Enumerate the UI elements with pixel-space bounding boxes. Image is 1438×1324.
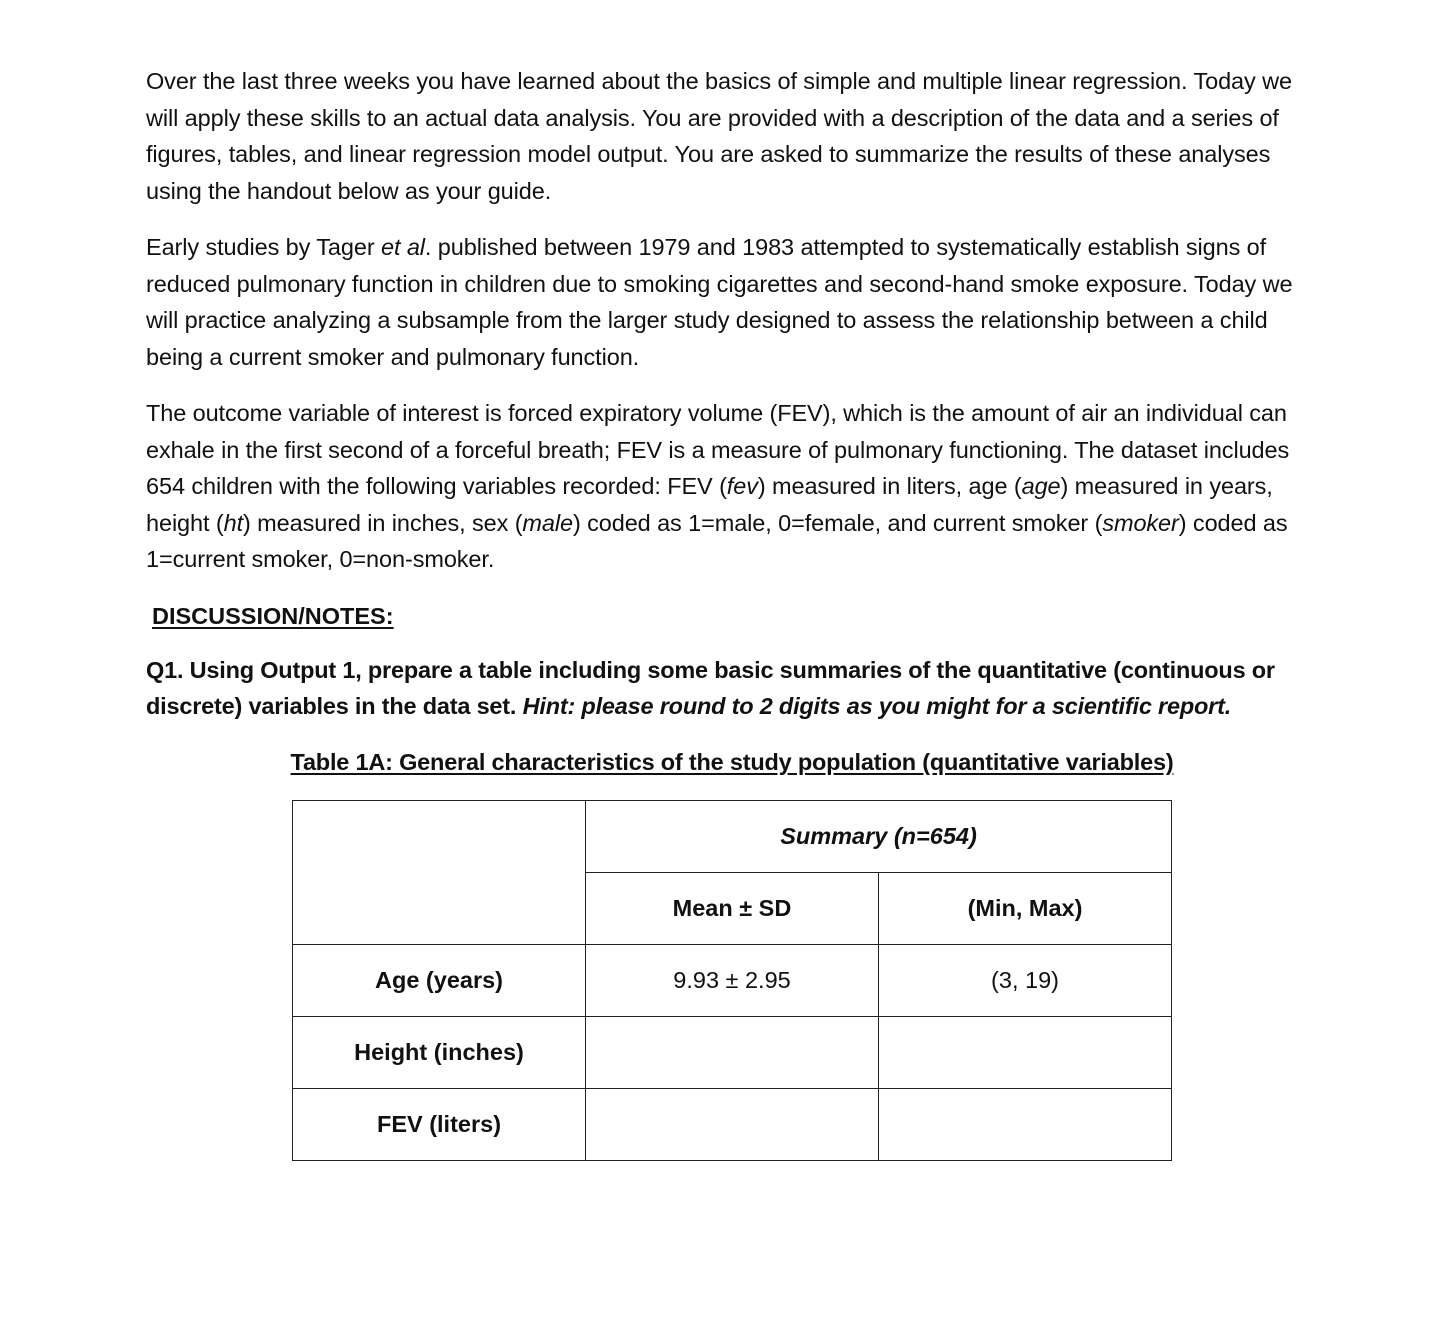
variable-male: male [522, 509, 573, 536]
table-1a-title: Table 1A: General characteristics of the study population (quantitative variables) [290, 749, 1174, 775]
variable-age: age [1021, 473, 1061, 499]
row-label-height: Height (inches) [293, 1017, 586, 1089]
variable-ht: ht [223, 509, 243, 536]
cell-fev-mean-sd[interactable] [586, 1089, 879, 1161]
cell-age-mean-sd[interactable]: 9.93 ± 2.95 [586, 945, 879, 1017]
intro-paragraph-1-text: Over the last three weeks you have learned about the basics of simple and multiple linear regression. Today we will apply these skills to an actual data analysis. You are provided with a description of the data and a series of figures, tables, and linear regression model output. You are asked to summarize the results of these analyses using the handout below as your guide. [146, 68, 1292, 204]
col-header-min-max: (Min, Max) [879, 873, 1172, 945]
p3-text-5: ) coded as 1=male, 0=female, and current smoker ( [572, 509, 1103, 536]
cell-height-min-max[interactable] [879, 1017, 1172, 1089]
table-row-age [293, 945, 1172, 1017]
p3-text-3: ) measured in years, height ( [146, 473, 1273, 536]
p3-text-6: ) coded as 1=current smoker, 0=non-smoker. [146, 509, 1288, 572]
summary-header: Summary (n=654) [586, 801, 1172, 873]
intro-paragraph-2 [146, 229, 1326, 375]
col-header-mean-sd: Mean ± SD [586, 873, 879, 945]
table-1a [292, 800, 1172, 1161]
table-row-height [293, 1017, 1172, 1089]
p3-text-2: ) measured in liters, age ( [757, 473, 1022, 499]
p2-text-start: Early studies by Tager [146, 234, 381, 260]
document-body [146, 63, 1326, 725]
intro-paragraph-1 [146, 63, 1326, 209]
row-label-age: Age (years) [293, 945, 586, 1017]
row-label-fev: FEV (liters) [293, 1089, 586, 1161]
intro-paragraph-3 [146, 395, 1326, 578]
p2-text-end: . published between 1979 and 1983 attempted to systematically establish signs of reduced pulmonary function in children due to smoking cigarettes and second-hand smoke exposure. Today we will practice analyzing a subsample from the larger study designed to assess the relationship between a child being a current smoker and pulmonary function. [146, 234, 1293, 370]
cell-fev-min-max[interactable] [879, 1089, 1172, 1161]
question-1 [146, 652, 1326, 725]
question-1-text: Q1. Using Output 1, prepare a table including some basic summaries of the quantitative (continuous or discrete) variables in the data set. [146, 656, 1275, 719]
table-row-fev [293, 1089, 1172, 1161]
p3-text-1: The outcome variable of interest is forced expiratory volume (FEV), which is the amount of air an individual can exhale in the first second of a forceful breath; FEV is a measure of pulmonary functioning. The dataset includes 654 children with the following variables recorded: FEV ( [146, 400, 1290, 499]
cell-height-mean-sd[interactable] [586, 1017, 879, 1089]
table-header-row-1 [293, 801, 1172, 873]
et-al-citation: et al [381, 234, 425, 260]
question-1-hint: Hint: please round to 2 digits as you might for a scientific report. [522, 693, 1232, 719]
discussion-heading: DISCUSSION/NOTES: [152, 602, 394, 629]
p3-text-4: ) measured in inches, sex ( [243, 509, 523, 536]
variable-smoker: smoker [1102, 509, 1179, 536]
variable-fev: fev [726, 473, 758, 499]
cell-age-min-max[interactable]: (3, 19) [879, 945, 1172, 1017]
table-corner-cell [293, 801, 586, 945]
